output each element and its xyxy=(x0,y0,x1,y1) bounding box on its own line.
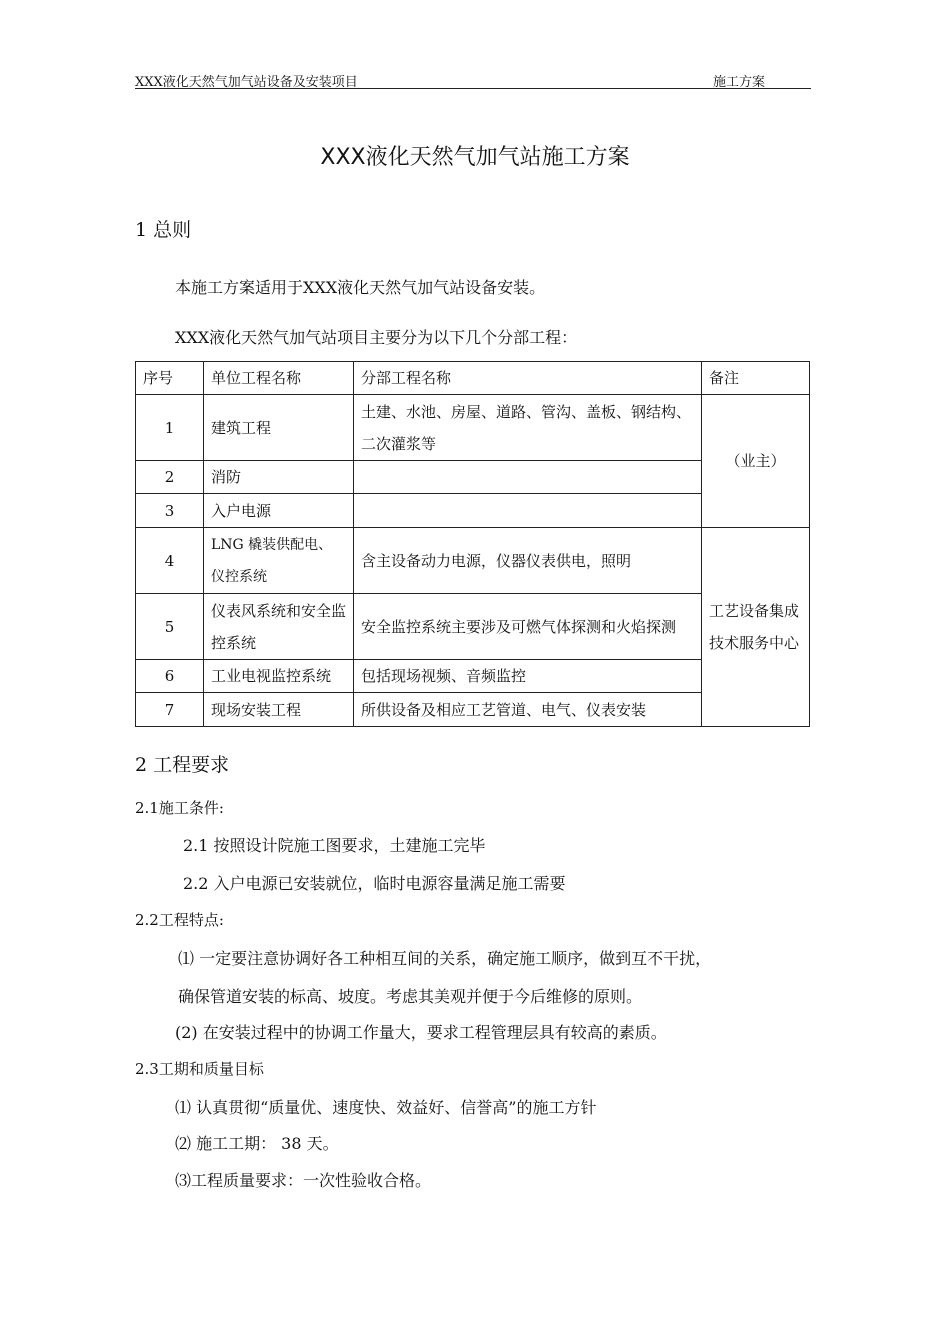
header-rule xyxy=(135,88,811,89)
table-header-cell: 序号 xyxy=(136,362,204,395)
table-cell-no: 5 xyxy=(136,594,204,660)
table-cell-sub xyxy=(354,594,702,660)
table-header-cell: 备注 xyxy=(702,362,810,395)
section-2-2-item-1-line-2: 确保管道安装的标高、坡度。考虑其美观并便于今后维修的原则。 xyxy=(178,987,643,1006)
table-cell-unit: 消防 xyxy=(204,461,354,494)
table-cell-unit xyxy=(204,594,354,660)
document-title: XXX液化天然气加气站施工方案 xyxy=(320,145,630,170)
table-cell-sub: 包括现场视频、音频监控 xyxy=(354,660,702,693)
table-cell-no: 6 xyxy=(136,660,204,693)
section-2-1-heading: 2.1施工条件: xyxy=(135,799,224,817)
table-cell-unit: 入户电源 xyxy=(204,494,354,528)
table-cell-sub: 含主设备动力电源，仪器仪表供电，照明 xyxy=(354,528,702,594)
table-cell-no: 7 xyxy=(136,693,204,727)
table-cell-unit: 工业电视监控系统 xyxy=(204,660,354,693)
section-2-2-item-1-line-1: ⑴ 一定要注意协调好各工种相互间的关系，确定施工顺序，做到互不干扰， xyxy=(178,949,712,968)
table-cell-sub xyxy=(354,461,702,494)
table-cell-sub-text: 安全监控系统主要涉及可燃气体探测和火焰探测 xyxy=(361,617,677,636)
table-cell-sub-text: 土建、水池、房屋、道路、管沟、盖板、钢结构、二次灌浆等 xyxy=(361,402,692,453)
section-2-2-item-2: (2) 在安装过程中的协调工作量大，要求工程管理层具有较高的素质。 xyxy=(175,1023,667,1042)
table-cell-unit-text: 仪表风系统和安全监控系统 xyxy=(211,601,347,652)
table-cell-no: 2 xyxy=(136,461,204,494)
table-cell-no: 1 xyxy=(136,395,204,461)
table-cell-remark-center xyxy=(702,528,810,727)
section-1-paragraph-1: 本施工方案适用于XXX液化天然气加气站设备安装。 xyxy=(175,278,546,297)
table-cell-remark-center-text: 工艺设备集成技术服务中心 xyxy=(709,602,800,652)
section-2-3-item-2: ⑵ 施工工期： 38 天。 xyxy=(175,1134,339,1153)
table-cell-no: 4 xyxy=(136,528,204,594)
section-2-1-item-1: 2.1 按照设计院施工图要求，土建施工完毕 xyxy=(183,836,486,855)
table-row xyxy=(136,528,810,594)
table-cell-unit: 现场安装工程 xyxy=(204,693,354,727)
table-cell-unit-text: LNG 橇装供配电、仪控系统 xyxy=(211,536,333,585)
section-2-heading: 2 工程要求 xyxy=(135,754,230,776)
table-cell-remark-owner: （业主） xyxy=(702,395,810,528)
works-table xyxy=(135,361,810,727)
table-cell-no: 3 xyxy=(136,494,204,528)
header-project-name: XXX液化天然气加气站设备及安装项目 xyxy=(135,75,358,90)
table-cell-unit: 建筑工程 xyxy=(204,395,354,461)
section-2-3-item-3: ⑶工程质量要求：一次性验收合格。 xyxy=(175,1171,432,1190)
table-header-row xyxy=(136,362,810,395)
section-2-3-item-1: ⑴ 认真贯彻“质量优、速度快、效益好、信誉高”的施工方针 xyxy=(175,1098,597,1117)
section-2-2-heading: 2.2工程特点: xyxy=(135,911,224,929)
table-header-cell: 单位工程名称 xyxy=(204,362,354,395)
header-doc-type: 施工方案 xyxy=(713,75,766,90)
table-cell-sub xyxy=(354,395,702,461)
table-cell-sub: 所供设备及相应工艺管道、电气、仪表安装 xyxy=(354,693,702,727)
section-2-1-item-2: 2.2 入户电源已安装就位，临时电源容量满足施工需要 xyxy=(183,874,566,893)
section-2-3-heading: 2.3工期和质量目标 xyxy=(135,1060,264,1078)
table-row xyxy=(136,395,810,461)
section-1-heading: 1 总则 xyxy=(135,219,192,241)
table-header-cell: 分部工程名称 xyxy=(354,362,702,395)
section-1-paragraph-2: XXX液化天然气加气站项目主要分为以下几个分部工程： xyxy=(175,328,578,347)
table-cell-sub xyxy=(354,494,702,528)
table-cell-unit xyxy=(204,528,354,594)
